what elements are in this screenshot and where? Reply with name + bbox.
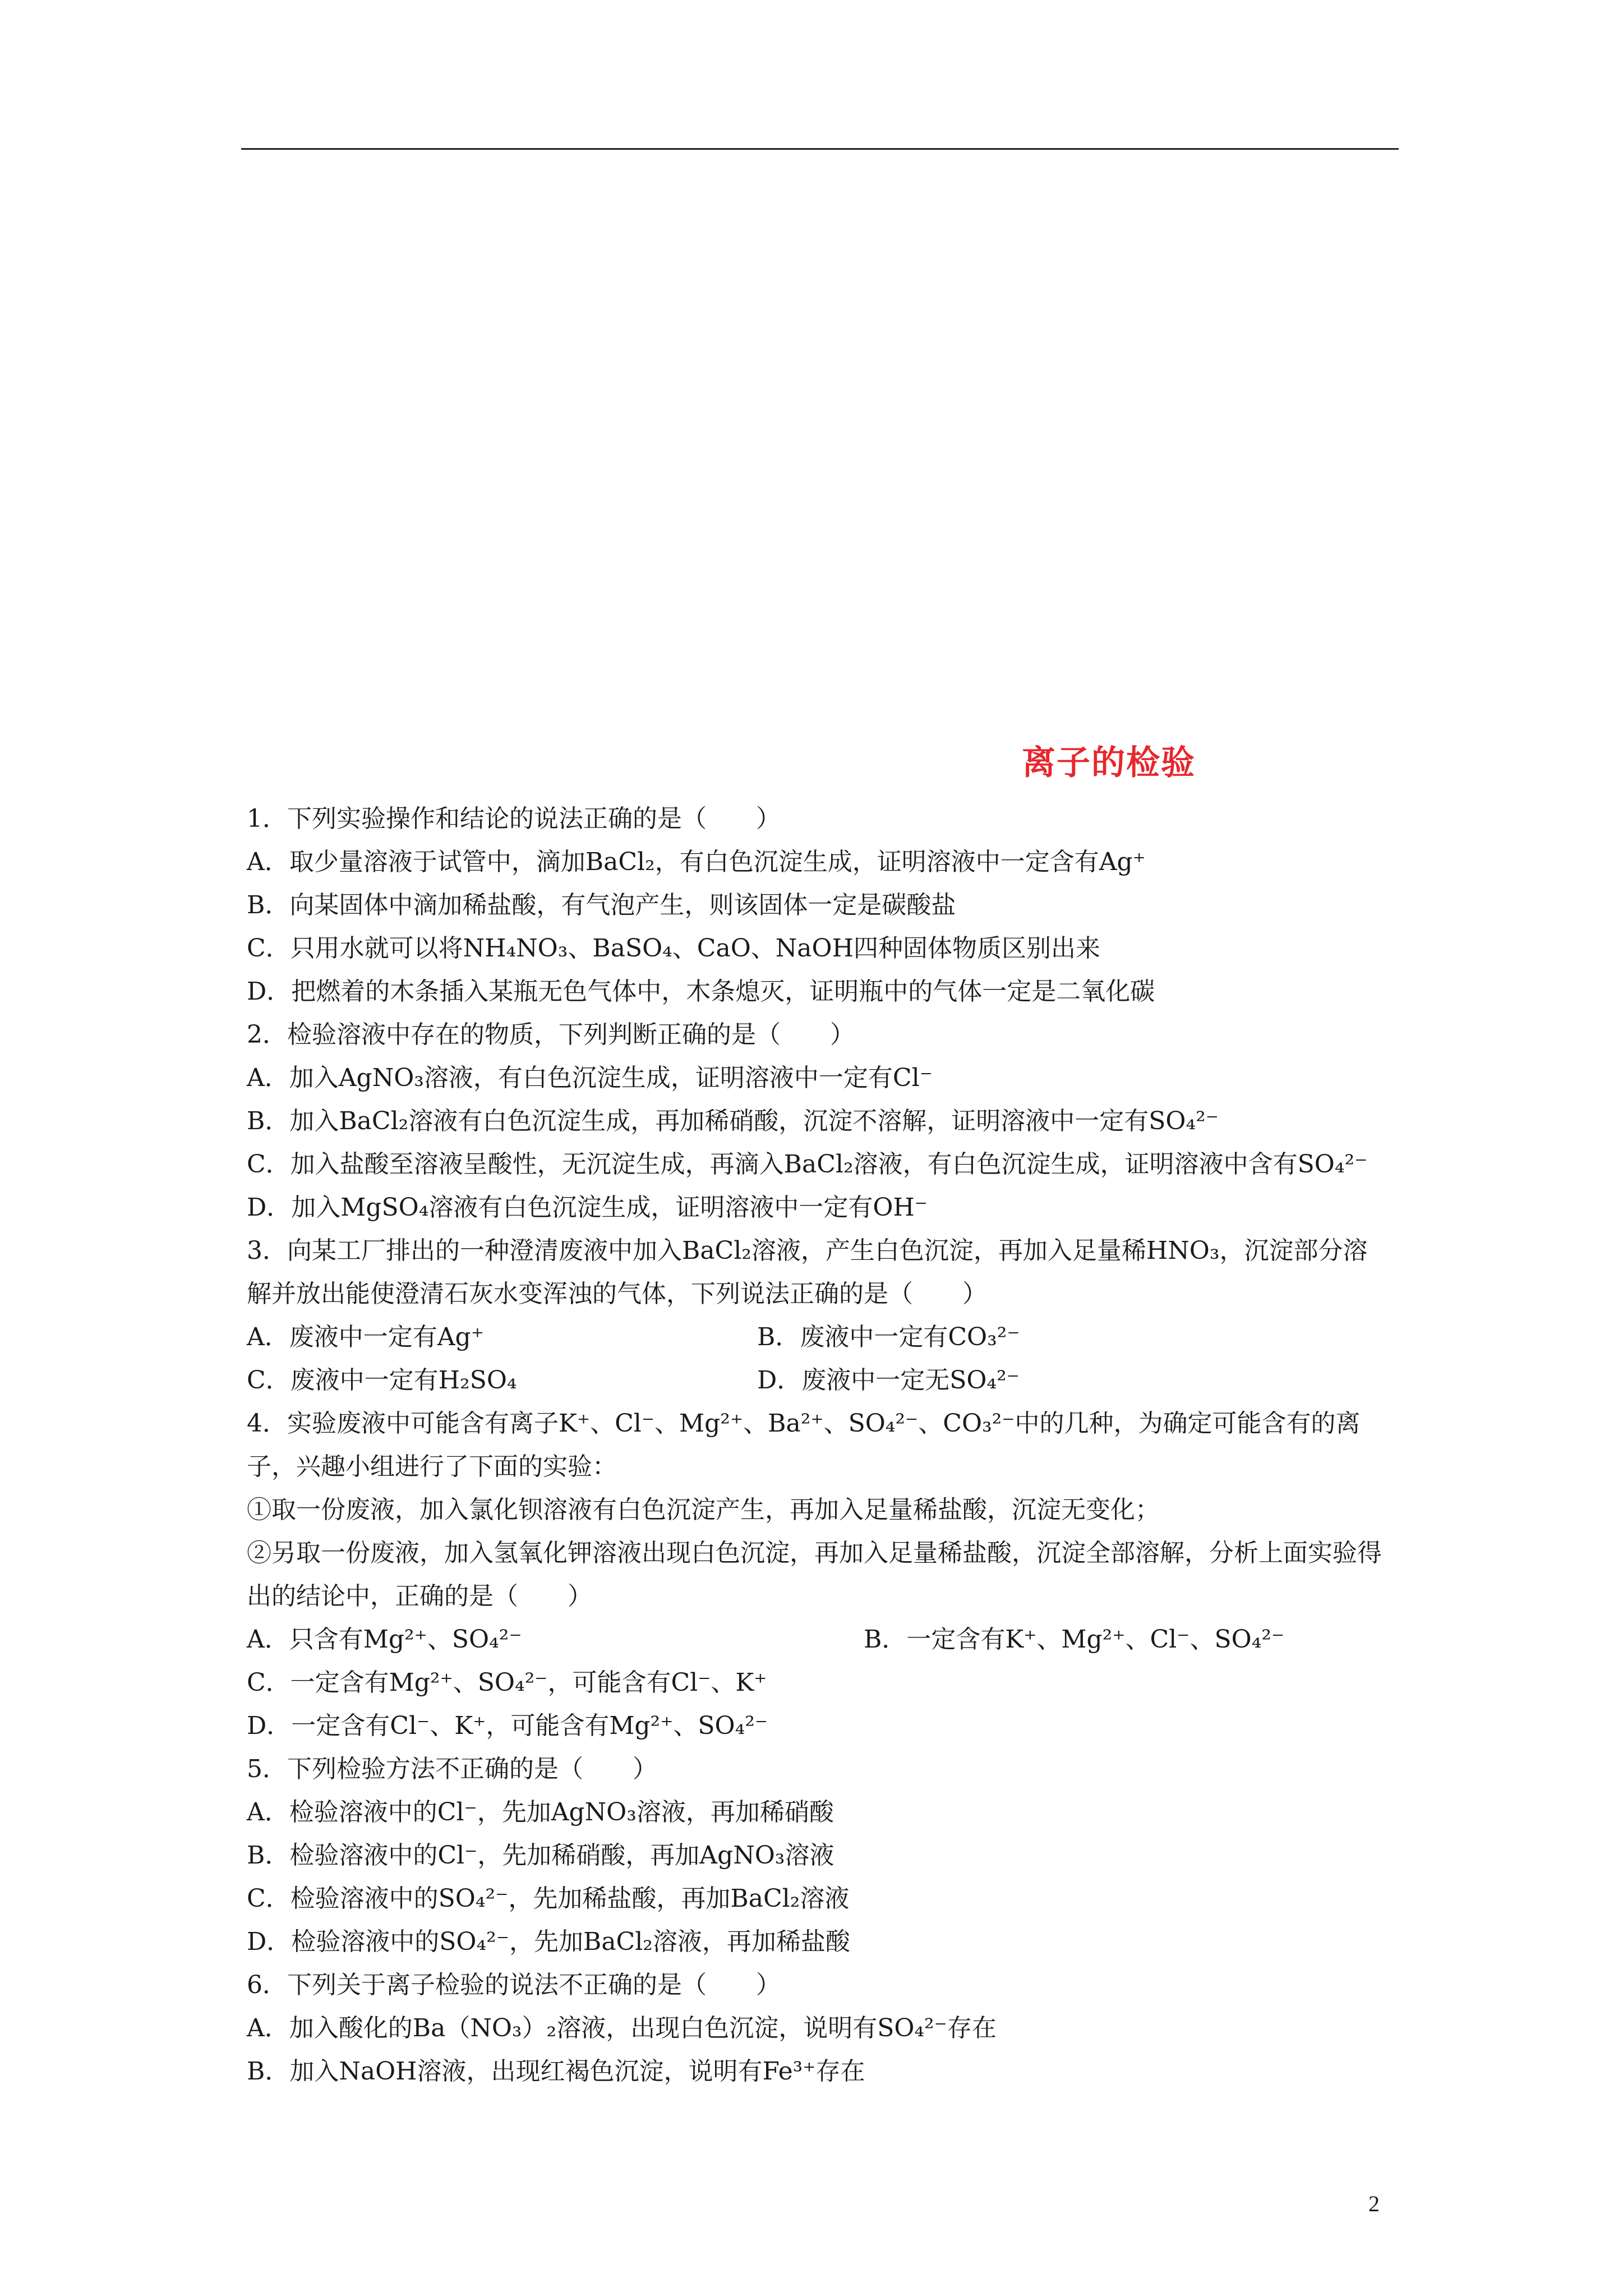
question-4-options-row-1 bbox=[247, 1618, 1391, 1661]
question-1-option-c: C．只用水就可以将NH₄NO₃、BaSO₄、CaO、NaOH四种固体物质区别出来 bbox=[247, 934, 1100, 963]
question-3-option-b: B．废液中一定有CO₃²⁻ bbox=[757, 1323, 1020, 1351]
question-5-option-c: C．检验溶液中的SO₄²⁻，先加稀盐酸，再加BaCl₂溶液 bbox=[247, 1884, 850, 1913]
question-3-option-c: C．废液中一定有H₂SO₄ bbox=[247, 1366, 517, 1395]
question-4-option-c: C．一定含有Mg²⁺、SO₄²⁻，可能含有Cl⁻、K⁺ bbox=[247, 1668, 767, 1697]
question-3-options-row-2 bbox=[247, 1359, 1391, 1402]
question-6-stem: 6．下列关于离子检验的说法不正确的是（ ） bbox=[247, 1971, 781, 1999]
question-2-option-b: B．加入BaCl₂溶液有白色沉淀生成，再加稀硝酸，沉淀不溶解，证明溶液中一定有SO₄²⁻ bbox=[247, 1107, 1219, 1135]
question-4-option-d: D．一定含有Cl⁻、K⁺，可能含有Mg²⁺、SO₄²⁻ bbox=[247, 1711, 768, 1740]
question-1-option-b: B．向某固体中滴加稀盐酸，有气泡产生，则该固体一定是碳酸盐 bbox=[247, 891, 956, 919]
question-list bbox=[247, 797, 1391, 2093]
question-4-step-2: ②另取一份废液，加入氢氧化钾溶液出现白色沉淀，再加入足量稀盐酸，沉淀全部溶解，分析上面实验得出的结论中，正确的是（ ） bbox=[247, 1539, 1382, 1611]
question-4-step-1: ①取一份废液，加入氯化钡溶液有白色沉淀产生，再加入足量稀盐酸，沉淀无变化； bbox=[247, 1496, 1160, 1524]
question-2-stem: 2．检验溶液中存在的物质，下列判断正确的是（ ） bbox=[247, 1020, 855, 1049]
question-2-option-d: D．加入MgSO₄溶液有白色沉淀生成，证明溶液中一定有OH⁻ bbox=[247, 1193, 928, 1222]
question-3-option-a: A．废液中一定有Ag⁺ bbox=[247, 1323, 484, 1351]
question-4-option-a: A．只含有Mg²⁺、SO₄²⁻ bbox=[247, 1625, 522, 1654]
question-5-option-d: D．检验溶液中的SO₄²⁻，先加BaCl₂溶液，再加稀盐酸 bbox=[247, 1927, 850, 1956]
header-rule bbox=[241, 148, 1399, 150]
question-5-stem: 5．下列检验方法不正确的是（ ） bbox=[247, 1755, 657, 1783]
page-number: 2 bbox=[1368, 2191, 1380, 2216]
question-2-option-a: A．加入AgNO₃溶液，有白色沉淀生成，证明溶液中一定有Cl⁻ bbox=[247, 1064, 933, 1092]
question-4-stem: 4．实验废液中可能含有离子K⁺、Cl⁻、Mg²⁺、Ba²⁺、SO₄²⁻、CO₃²⁻中的几种，为确定可能含有的离子，兴趣小组进行了下面的实验： bbox=[247, 1409, 1361, 1481]
question-5-option-a: A．检验溶液中的Cl⁻，先加AgNO₃溶液，再加稀硝酸 bbox=[247, 1798, 834, 1826]
question-3-options-row-1 bbox=[247, 1315, 1391, 1359]
question-4-option-b: B．一定含有K⁺、Mg²⁺、Cl⁻、SO₄²⁻ bbox=[864, 1625, 1285, 1654]
question-6-option-b: B．加入NaOH溶液，出现红褐色沉淀，说明有Fe³⁺存在 bbox=[247, 2057, 865, 2086]
question-5-option-b: B．检验溶液中的Cl⁻，先加稀硝酸，再加AgNO₃溶液 bbox=[247, 1841, 834, 1870]
question-1-stem: 1．下列实验操作和结论的说法正确的是（ ） bbox=[247, 804, 781, 833]
question-2-option-c: C．加入盐酸至溶液呈酸性，无沉淀生成，再滴入BaCl₂溶液，有白色沉淀生成，证明溶液中含有SO₄²⁻ bbox=[247, 1150, 1368, 1179]
page-title: 离子的检验 bbox=[1022, 743, 1196, 783]
question-3-stem: 3．向某工厂排出的一种澄清废液中加入BaCl₂溶液，产生白色沉淀，再加入足量稀HNO₃，沉淀部分溶解并放出能使澄清石灰水变浑浊的气体，下列说法正确的是（ ） bbox=[247, 1236, 1368, 1308]
question-3-option-d: D．废液中一定无SO₄²⁻ bbox=[757, 1366, 1020, 1395]
question-1-option-a: A．取少量溶液于试管中，滴加BaCl₂，有白色沉淀生成，证明溶液中一定含有Ag⁺ bbox=[247, 848, 1146, 876]
question-6-option-a: A．加入酸化的Ba（NO₃）₂溶液，出现白色沉淀，说明有SO₄²⁻存在 bbox=[247, 2014, 997, 2042]
question-1-option-d: D．把燃着的木条插入某瓶无色气体中，木条熄灭，证明瓶中的气体一定是二氧化碳 bbox=[247, 977, 1155, 1006]
